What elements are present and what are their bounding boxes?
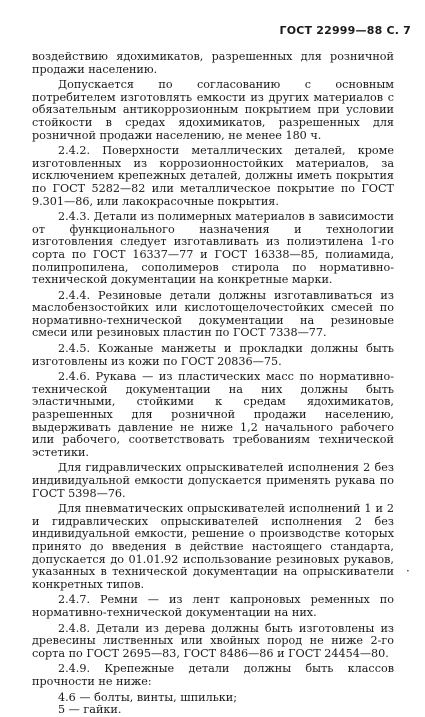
paragraph-pneumatic: Для пневматических опрыскивателей исполнений 1 и 2 и гидравлических опрыскивателей исполнения 2 без индивидуальной емкости, решение о производстве которых принято до введения в действие настоящего стандарта, допускается до 01.01.92 использование резиновых рукавов, указанных в технической документации на опрыскиватели конкретных типов. xyxy=(32,502,394,591)
document-body xyxy=(32,51,394,717)
paragraph-2-4-3: 2.4.3. Детали из полимерных материалов в зависимости от функционального назначения и технологии изготовления следует изготавливать из полиэтилена 1-го сорта по ГОСТ 16337—77 и ГОСТ 16338—85, полиамида, полипропилена, сополимеров стирола по нормативно-технической документации на конкретные марки. xyxy=(32,210,394,287)
list-item-nuts: 5 — гайки. xyxy=(58,703,122,717)
paragraph-hydraulic: Для гидравлических опрыскивателей исполнения 2 без индивидуальной емкости допускается применять рукава по ГОСТ 5398—76. xyxy=(32,461,394,500)
margin-mark-icon: · xyxy=(406,564,410,578)
paragraph-2-4-9: 2.4.9. Крепежные детали должны быть классов прочности не ниже: xyxy=(32,662,394,688)
paragraph-permission: Допускается по согласованию с основным потребителем изготовлять емкости из других материалов с обязательным антикоррозионным покрытием при условии стойкости в средах ядохимикатов, разрешенных для розничной продажи населению, не менее 180 ч. xyxy=(32,78,394,142)
paragraph-2-4-7: 2.4.7. Ремни — из лент капроновых ременных по нормативно-технической документации на них. xyxy=(32,593,394,619)
paragraph-2-4-6: 2.4.6. Рукава — из пластических масс по нормативно-технической документации на них должны быть эластичными, стойкими к средам ядохимикатов, разрешенных для розничной продажи населению, выдерживать давление не ниже 1,2 начального рабочего или рабочего, соответствовать требованиям технической эстетики. xyxy=(32,370,394,459)
paragraph-2-4-4: 2.4.4. Резиновые детали должны изготавливаться из маслобензостойких или кислотощелочестойких смесей по нормативно-технической документации на резиновые смеси или резиновых пластин по ГОСТ 7338—77. xyxy=(32,288,394,340)
paragraph-2-4-2: 2.4.2. Поверхности металлических деталей, кроме изготовленных из коррозионностойких материалов, за исключением крепежных деталей, должны иметь покрытия по ГОСТ 5282—82 или металлическое покрытие по ГОСТ 9.301—86, или лакокрасочные покрытия. xyxy=(32,144,394,208)
page-header: ГОСТ 22999—88 С. 7 xyxy=(279,24,411,37)
paragraph-continuation: воздействию ядохимикатов, разрешенных для розничной продажи населению. xyxy=(32,50,394,76)
paragraph-2-4-5: 2.4.5. Кожаные манжеты и прокладки должны быть изготовлены из кожи по ГОСТ 20836—75. xyxy=(32,342,394,368)
list-item-bolts: 4.6 — болты, винты, шпильки; xyxy=(58,690,238,704)
paragraph-2-4-8: 2.4.8. Детали из дерева должны быть изготовлены из древесины лиственных или хвойных пород не ниже 2-го сорта по ГОСТ 2695—83, ГОСТ 8486—86 и ГОСТ 24454—80. xyxy=(32,621,394,660)
